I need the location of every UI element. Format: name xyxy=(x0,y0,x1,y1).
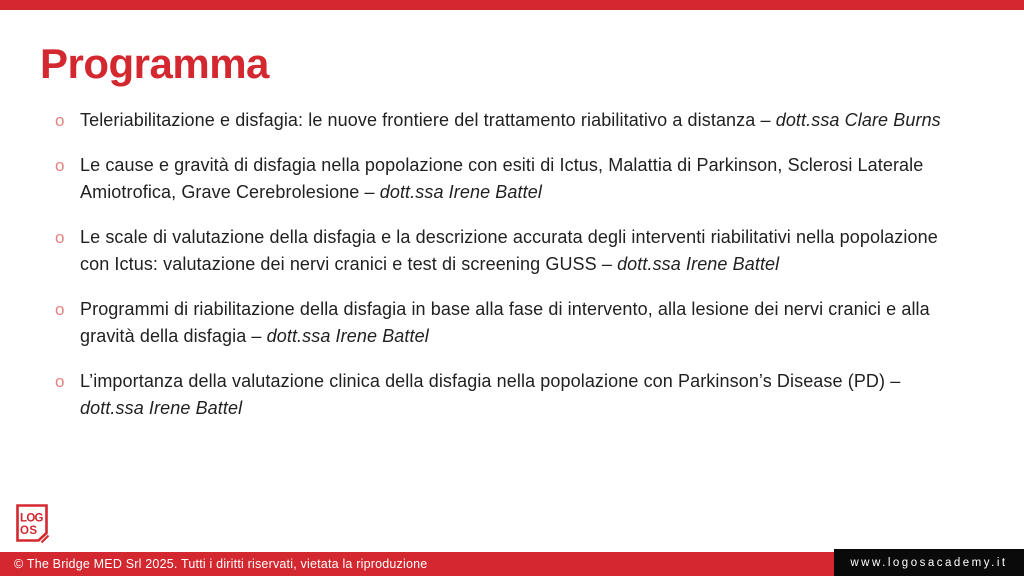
bullet-speaker: dott.ssa Irene Battel xyxy=(80,398,243,419)
list-item xyxy=(55,152,950,206)
bullet-text: Le scale di valutazione della disfagia e la descrizione accurata degli interventi riabilitativi nella popolazione con Ictus: valutazione dei nervi cranici e test di screening GUSS – xyxy=(80,227,938,275)
bullet-icon: o xyxy=(55,372,65,392)
bullet-text: Programmi di riabilitazione della disfagia in base alla fase di intervento, alla lesione dei nervi cranici e alla gravità della disfagia – xyxy=(80,299,930,347)
list-item xyxy=(55,224,950,278)
list-item xyxy=(55,368,950,422)
bullet-icon: o xyxy=(55,156,65,176)
bullet-speaker: dott.ssa Clare Burns xyxy=(775,110,941,131)
bullet-icon: o xyxy=(55,300,65,320)
list-item xyxy=(55,107,950,134)
bullet-speaker: dott.ssa Irene Battel xyxy=(379,182,542,203)
website-url: www.logosacademy.it xyxy=(850,556,1008,569)
bullet-speaker: dott.ssa Irene Battel xyxy=(266,326,429,347)
logos-logo xyxy=(16,504,50,544)
logos-logo-icon xyxy=(16,504,50,544)
bullet-text: L’importanza della valutazione clinica della disfagia nella popolazione con Parkinson’s Disease (PD) – xyxy=(80,371,901,392)
bullet-icon: o xyxy=(55,228,65,248)
top-accent-bar xyxy=(0,0,1024,10)
bullet-speaker: dott.ssa Irene Battel xyxy=(617,254,780,275)
bullet-text: Le cause e gravità di disfagia nella popolazione con esiti di Ictus, Malattia di Parkinson, Sclerosi Laterale Amiotrofica, Grave Cerebrolesione – xyxy=(80,155,924,203)
bullet-list xyxy=(40,107,950,422)
svg-text:LOG: LOG xyxy=(20,512,44,525)
copyright-text: © The Bridge MED Srl 2025. Tutti i diritti riservati, vietata la riproduzione xyxy=(14,557,428,571)
bullet-text: Teleriabilitazione e disfagia: le nuove frontiere del trattamento riabilitativo a distanza – xyxy=(80,110,776,131)
list-item xyxy=(55,296,950,350)
bullet-icon: o xyxy=(55,111,65,131)
svg-text:OS: OS xyxy=(20,525,37,537)
page-title: Programma xyxy=(40,40,269,87)
website-box xyxy=(834,549,1024,576)
